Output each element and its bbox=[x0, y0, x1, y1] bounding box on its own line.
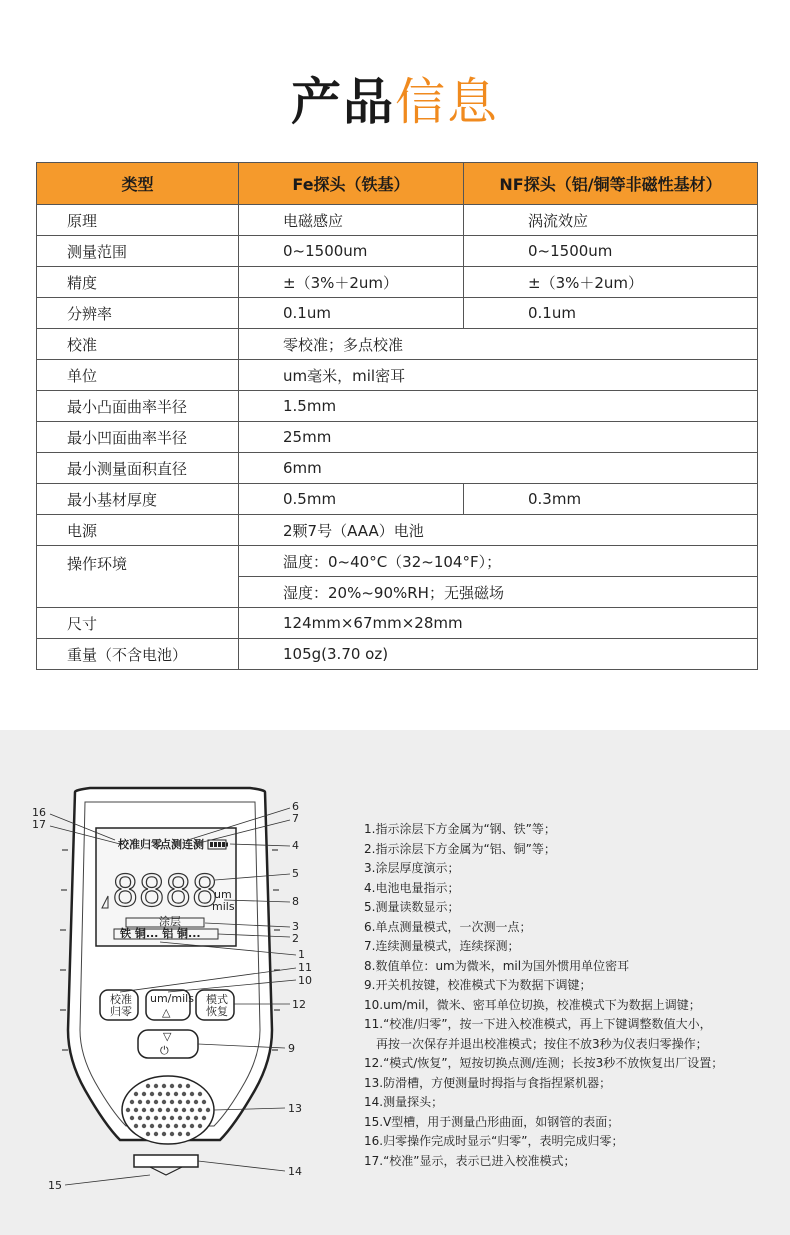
list-item: 3.涂层厚度演示； bbox=[364, 861, 460, 875]
table-row bbox=[37, 298, 758, 329]
grip-dot bbox=[162, 1132, 166, 1136]
grip-dot bbox=[202, 1100, 206, 1104]
grip-dot bbox=[174, 1124, 178, 1128]
list-item: 13.防滑槽，方便测量时拇指与食指捏紧机器； bbox=[364, 1075, 612, 1090]
device-diagram bbox=[0, 730, 360, 1235]
grip-dot bbox=[150, 1124, 154, 1128]
list-item: 17.“校准”显示，表示已进入校准模式； bbox=[364, 1153, 576, 1168]
device-section bbox=[0, 730, 790, 1235]
grip-dot bbox=[190, 1124, 194, 1128]
grip-dot bbox=[186, 1100, 190, 1104]
table-row bbox=[37, 205, 758, 236]
row-nf: 涡流效应 bbox=[464, 205, 758, 236]
row-value: 1.5mm bbox=[239, 391, 758, 422]
list-item: 14.测量探头； bbox=[364, 1095, 444, 1109]
row-value: 124mm×67mm×28mm bbox=[239, 608, 758, 639]
list-item: 10.um/mil，微米、密耳单位切换，校准模式下为数据上调键； bbox=[364, 997, 701, 1012]
row-nf: 0.1um bbox=[464, 298, 758, 329]
grip-dot bbox=[186, 1084, 190, 1088]
table-row bbox=[37, 639, 758, 670]
lcd-coating: 涂层 bbox=[159, 915, 181, 928]
page-title bbox=[0, 62, 790, 134]
list-item: 8.数值单位：um为微米，mil为国外惯用单位密耳 bbox=[364, 958, 630, 973]
grip-dot bbox=[162, 1100, 166, 1104]
callout-14: 14 bbox=[288, 1165, 302, 1178]
grip-dot bbox=[206, 1108, 210, 1112]
row-label: 操作环境 bbox=[37, 546, 239, 608]
header-fe: Fe探头（铁基） bbox=[239, 163, 464, 205]
row-label: 最小基材厚度 bbox=[37, 484, 239, 515]
row-nf: 0~1500um bbox=[464, 236, 758, 267]
grip-dot bbox=[194, 1100, 198, 1104]
grip-dot bbox=[190, 1108, 194, 1112]
grip-dot bbox=[198, 1108, 202, 1112]
lcd-base: 铁 铜... 铝 铜... bbox=[120, 927, 201, 940]
row-label: 单位 bbox=[37, 360, 239, 391]
list-item: 15.V型槽，用于测量凸形曲面，如钢管的表面； bbox=[364, 1114, 620, 1129]
header-nf: NF探头（铝/铜等非磁性基材） bbox=[464, 163, 758, 205]
row-label: 最小凹面曲率半径 bbox=[37, 422, 239, 453]
spec-table bbox=[36, 162, 758, 670]
probe bbox=[134, 1155, 198, 1167]
callout-2: 2 bbox=[292, 932, 299, 945]
callout-6: 6 bbox=[292, 800, 299, 813]
grip-dot bbox=[154, 1084, 158, 1088]
grip-dot bbox=[142, 1092, 146, 1096]
grip-dot bbox=[170, 1132, 174, 1136]
grip-dot bbox=[142, 1108, 146, 1112]
list-item: 16.归零操作完成时显示“归零”，表明完成归零； bbox=[364, 1134, 624, 1148]
battery-tip-icon bbox=[226, 843, 228, 847]
table-row bbox=[37, 453, 758, 484]
up-arrow-icon: △ bbox=[162, 1006, 171, 1019]
table-row bbox=[37, 236, 758, 267]
row-fe: 0.5mm bbox=[239, 484, 464, 515]
btn-mode-label: 模式 bbox=[206, 993, 228, 1006]
grip-dot bbox=[154, 1132, 158, 1136]
grip-dot bbox=[170, 1100, 174, 1104]
list-item: 12.“模式/恢复”，短按切换点测/连测；长按3秒不放恢复出厂设置； bbox=[364, 1056, 724, 1070]
grip-dot bbox=[154, 1116, 158, 1120]
table-row bbox=[37, 546, 758, 577]
grip-dot bbox=[142, 1124, 146, 1128]
grip-dot bbox=[150, 1108, 154, 1112]
grip-dot bbox=[182, 1108, 186, 1112]
btn-unit-label: um/mils bbox=[150, 992, 194, 1005]
row-label: 最小测量面积直径 bbox=[37, 453, 239, 484]
table-row bbox=[37, 484, 758, 515]
grip-dot bbox=[186, 1132, 190, 1136]
grip-dot bbox=[174, 1108, 178, 1112]
row-label: 分辨率 bbox=[37, 298, 239, 329]
grip-dot bbox=[138, 1116, 142, 1120]
row-value: 25mm bbox=[239, 422, 758, 453]
callout-8: 8 bbox=[292, 895, 299, 908]
grip-dot bbox=[154, 1100, 158, 1104]
row-nf: 0.3mm bbox=[464, 484, 758, 515]
grip-dot bbox=[158, 1124, 162, 1128]
lcd-unit-mils: mils bbox=[212, 900, 235, 913]
power-icon: ⏻ bbox=[160, 1044, 169, 1057]
callout-10: 10 bbox=[298, 974, 312, 987]
btn-restore-label: 恢复 bbox=[206, 1005, 228, 1018]
header-type: 类型 bbox=[37, 163, 239, 205]
grip-dot bbox=[134, 1092, 138, 1096]
grip-dot bbox=[146, 1100, 150, 1104]
grip-dot bbox=[162, 1084, 166, 1088]
table-header-row bbox=[37, 163, 758, 205]
callout-17: 17 bbox=[32, 818, 46, 831]
callout-15: 15 bbox=[48, 1179, 62, 1192]
row-value: 湿度：20%~90%RH；无强磁场 bbox=[239, 577, 758, 608]
row-label: 最小凸面曲率半径 bbox=[37, 391, 239, 422]
grip-dot bbox=[130, 1116, 134, 1120]
grip-dot bbox=[146, 1116, 150, 1120]
grip-dot bbox=[150, 1092, 154, 1096]
row-nf: ±（3%＋2um） bbox=[464, 267, 758, 298]
grip-dot bbox=[158, 1092, 162, 1096]
grip-dot bbox=[198, 1092, 202, 1096]
grip-dot bbox=[130, 1100, 134, 1104]
grip-dot bbox=[166, 1108, 170, 1112]
btn-zero-label: 归零 bbox=[110, 1005, 132, 1018]
title-part1: 产品 bbox=[291, 73, 395, 131]
title-part2: 信息 bbox=[395, 73, 499, 131]
list-item: 7.连续测量模式，连续探测； bbox=[364, 939, 520, 953]
callout-7: 7 bbox=[292, 812, 299, 825]
list-item: 再按一次保存并退出校准模式；按住不放3秒为仪表归零操作； bbox=[376, 1036, 708, 1051]
lcd-unit-um: um bbox=[214, 888, 232, 901]
grip-dot bbox=[166, 1124, 170, 1128]
row-label: 测量范围 bbox=[37, 236, 239, 267]
grip-dot bbox=[158, 1108, 162, 1112]
row-fe: 电磁感应 bbox=[239, 205, 464, 236]
grip-dot bbox=[138, 1100, 142, 1104]
callout-16: 16 bbox=[32, 806, 46, 819]
v-groove bbox=[150, 1167, 182, 1175]
table-row bbox=[37, 422, 758, 453]
row-label: 校准 bbox=[37, 329, 239, 360]
grip-dot bbox=[198, 1124, 202, 1128]
callout-4: 4 bbox=[292, 839, 299, 852]
lcd-calibrate-label: 校准归零 bbox=[118, 838, 162, 851]
grip-dot bbox=[174, 1092, 178, 1096]
table-row bbox=[37, 267, 758, 298]
list-item: 9.开关机按键，校准模式下为数据下调键； bbox=[364, 978, 592, 992]
grip-dot bbox=[126, 1108, 130, 1112]
row-label: 精度 bbox=[37, 267, 239, 298]
grip-dot bbox=[178, 1084, 182, 1088]
row-value: 零校准；多点校准 bbox=[239, 329, 758, 360]
callout-12: 12 bbox=[292, 998, 306, 1011]
table-row bbox=[37, 329, 758, 360]
row-label: 电源 bbox=[37, 515, 239, 546]
table-row bbox=[37, 515, 758, 546]
row-value: um毫米，mil密耳 bbox=[239, 360, 758, 391]
row-fe: ±（3%＋2um） bbox=[239, 267, 464, 298]
grip-dot bbox=[178, 1116, 182, 1120]
list-item: 2.指示涂层下方金属为“铝、铜”等； bbox=[364, 841, 556, 856]
callout-3: 3 bbox=[292, 920, 299, 933]
callout-5: 5 bbox=[292, 867, 299, 880]
grip-dot bbox=[166, 1092, 170, 1096]
row-value: 105g(3.70 oz) bbox=[239, 639, 758, 670]
row-value: 6mm bbox=[239, 453, 758, 484]
callout-9: 9 bbox=[288, 1042, 295, 1055]
row-fe: 0.1um bbox=[239, 298, 464, 329]
row-value: 2颗7号（AAA）电池 bbox=[239, 515, 758, 546]
row-label: 重量（不含电池） bbox=[37, 639, 239, 670]
grip-dot bbox=[178, 1132, 182, 1136]
list-item: 4.电池电量指示； bbox=[364, 880, 460, 895]
callout-1: 1 bbox=[298, 948, 305, 961]
grip-dot bbox=[182, 1092, 186, 1096]
grip-dot bbox=[178, 1100, 182, 1104]
grip-dot bbox=[134, 1124, 138, 1128]
grip-dot bbox=[146, 1132, 150, 1136]
table-row bbox=[37, 608, 758, 639]
row-fe: 0~1500um bbox=[239, 236, 464, 267]
list-item: 6.单点测量模式，一次测一点； bbox=[364, 919, 532, 934]
grip-dot bbox=[202, 1116, 206, 1120]
grip-dot bbox=[162, 1116, 166, 1120]
grip-dot bbox=[194, 1116, 198, 1120]
list-item: 11.“校准/归零”，按一下进入校准模式，再上下键调整数值大小， bbox=[364, 1017, 712, 1031]
list-item: 1.指示涂层下方金属为“钢、铁”等； bbox=[364, 822, 556, 836]
row-value: 温度：0~40°C（32~104°F）； bbox=[239, 546, 758, 577]
table-row bbox=[37, 391, 758, 422]
grip-dot bbox=[170, 1084, 174, 1088]
lcd-mode-label: 点测连测 bbox=[160, 838, 204, 851]
callout-11: 11 bbox=[298, 961, 312, 974]
row-label: 尺寸 bbox=[37, 608, 239, 639]
callout-13: 13 bbox=[288, 1102, 302, 1115]
down-arrow-icon: ▽ bbox=[163, 1030, 172, 1043]
grip-dot bbox=[170, 1116, 174, 1120]
lcd-digits: 8888 bbox=[112, 866, 218, 917]
list-item: 5.测量读数显示； bbox=[364, 900, 460, 914]
grip-dot bbox=[190, 1092, 194, 1096]
btn-calibrate-label: 校准 bbox=[110, 993, 132, 1006]
grip-dot bbox=[186, 1116, 190, 1120]
feature-list bbox=[364, 820, 784, 1171]
grip-dot bbox=[134, 1108, 138, 1112]
table-row bbox=[37, 360, 758, 391]
row-label: 原理 bbox=[37, 205, 239, 236]
grip-dot bbox=[182, 1124, 186, 1128]
grip-dot bbox=[146, 1084, 150, 1088]
